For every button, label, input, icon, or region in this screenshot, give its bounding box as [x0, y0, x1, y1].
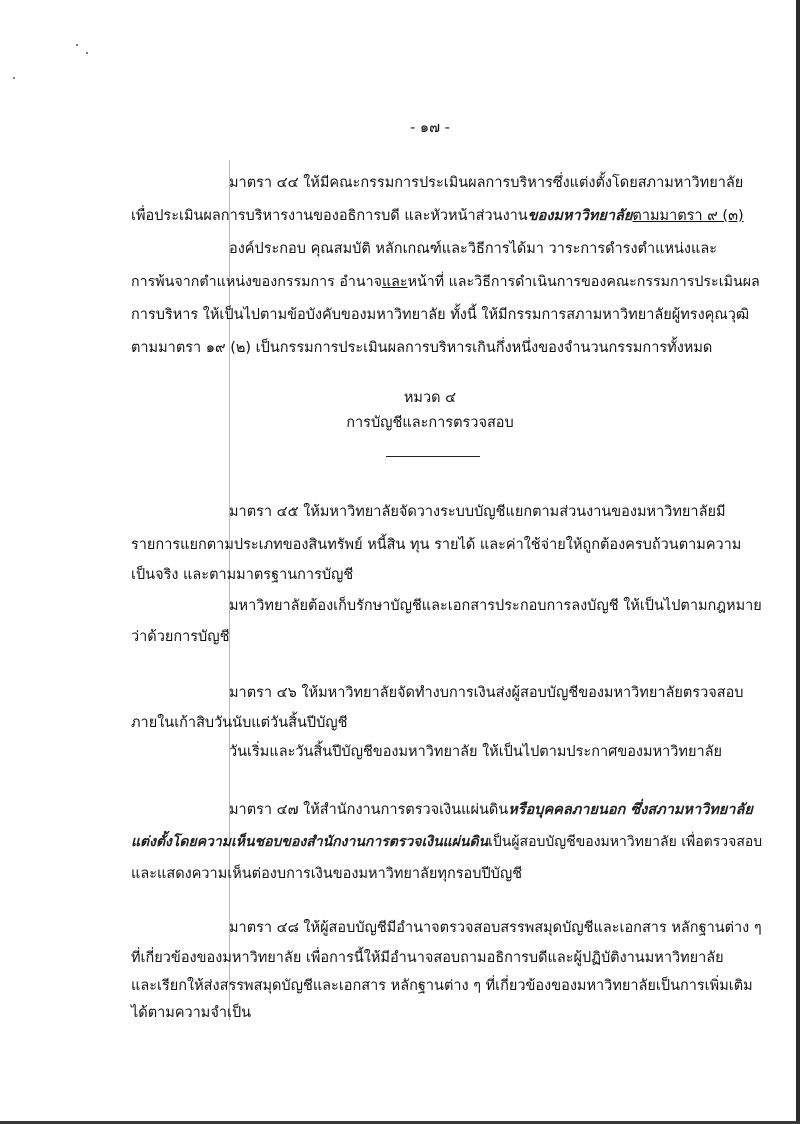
section-44-line-6: ตามมาตรา ๑๙ (๒) เป็นกรรมการประเมินผลการบริหารเกินกึ่งหนึ่งของจำนวนกรรมการทั้งหมด — [131, 340, 713, 356]
section-46-line-1: มาตรา ๔๖ ให้มหาวิทยาลัยจัดทำงบการเงินส่งผู้สอบบัญชีของมหาวิทยาลัยตรวจสอบ — [229, 685, 744, 701]
section-48-line-4: ได้ตามความจำเป็น — [131, 1005, 252, 1021]
scan-speck — [76, 44, 78, 46]
section-45-line-5: ว่าด้วยการบัญชี — [131, 629, 230, 645]
section-46-line-3: วันเริ่มและวันสิ้นปีบัญชีของมหาวิทยาลัย ให้เป็นไปตามประกาศของมหาวิทยาลัย — [229, 744, 722, 760]
section-48-line-2: ที่เกี่ยวข้องของมหาวิทยาลัย เพื่อการนี้ให้มีอำนาจสอบถามอธิการบดีและผู้ปฏิบัติงานมหาวิทยาลัย — [131, 950, 724, 966]
section-44-line-4: การพ้นจากตำแหน่งของกรรมการ อำนาจและหน้าที่ และวิธีการดำเนินการของคณะกรรมการประเมินผล — [131, 274, 760, 290]
section-44-line-3: องค์ประกอบ คุณสมบัติ หลักเกณฑ์และวิธีการได้มา วาระการดำรงตำแหน่งและ — [229, 241, 718, 257]
section-45-line-4: มหาวิทยาลัยต้องเก็บรักษาบัญชีและเอกสารประกอบการลงบัญชี ให้เป็นไปตามกฎหมาย — [229, 598, 762, 614]
section-45-line-3: เป็นจริง และตามมาตรฐานการบัญชี — [131, 567, 354, 583]
struck-text: ของมหาวิทยาลัย — [527, 208, 633, 224]
chapter-title: การบัญชีและการตรวจสอบ — [346, 415, 514, 431]
section-48-line-3: และเรียกให้ส่งสรรพสมุดบัญชีและเอกสาร หลักฐานต่าง ๆ ที่เกี่ยวข้องของมหาวิทยาลัยเป็นการเพิ่มเติม — [131, 978, 753, 994]
section-44-line-5: การบริหาร ให้เป็นไปตามข้อบังคับของมหาวิทยาลัย ทั้งนี้ ให้มีกรรมการสภามหาวิทยาลัยผู้ทรงคุณวุฒิ — [131, 307, 750, 323]
section-47-line-1: มาตรา ๔๗ ให้สำนักงานการตรวจเงินแผ่นดินหรือบุคคลภายนอก ซึ่งสภามหาวิทยาลัย — [229, 802, 753, 818]
page-number: - ๑๗ - — [410, 120, 450, 136]
section-44-line-1: มาตรา ๔๔ ให้มีคณะกรรมการประเมินผลการบริหารซึ่งแต่งตั้งโดยสภามหาวิทยาลัย — [229, 175, 744, 191]
section-48-line-1: มาตรา ๔๘ ให้ผู้สอบบัญชีมีอำนาจตรวจสอบสรรพสมุดบัญชีและเอกสาร หลักฐานต่าง ๆ — [229, 920, 762, 936]
section-44-line-2: เพื่อประเมินผลการบริหารงานของอธิการบดี และหัวหน้าส่วนงานของมหาวิทยาลัยตามมาตรา ๙ (๓) — [131, 208, 744, 224]
section-47-line-3: และแสดงความเห็นต่องบการเงินของมหาวิทยาลัยทุกรอบปีบัญชี — [131, 866, 523, 882]
section-46-line-2: ภายในเก้าสิบวันนับแต่วันสิ้นปีบัญชี — [131, 715, 348, 731]
chapter-divider — [386, 456, 480, 457]
scan-border-right — [796, 0, 800, 1124]
section-47-line-2: แต่งตั้งโดยความเห็นชอบของสำนักงานการตรวจเงินแผ่นดินเป็นผู้สอบบัญชีของมหาวิทยาลัย เพื่อตรวจสอบ — [131, 834, 763, 850]
struck-text: หรือบุคคลภายนอก ซึ่งสภามหาวิทยาลัย — [508, 802, 753, 818]
section-45-line-2: รายการแยกตามประเภทของสินทรัพย์ หนี้สิน ทุน รายได้ และค่าใช้จ่ายให้ถูกต้องครบถ้วนตามความ — [131, 537, 742, 553]
struck-text: แต่งตั้งโดยความเห็นชอบของสำนักงานการตรวจเงินแผ่นดิน — [131, 834, 489, 850]
underlined-text: ตามมาตรา ๙ (๓) — [632, 208, 744, 224]
scan-speck — [86, 52, 88, 54]
chapter-number: หมวด ๔ — [403, 390, 457, 406]
scan-speck — [13, 77, 15, 79]
underlined-text: และ — [381, 274, 408, 290]
section-45-line-1: มาตรา ๔๕ ให้มหาวิทยาลัยจัดวางระบบบัญชีแยกตามส่วนงานของมหาวิทยาลัยมี — [229, 504, 726, 520]
